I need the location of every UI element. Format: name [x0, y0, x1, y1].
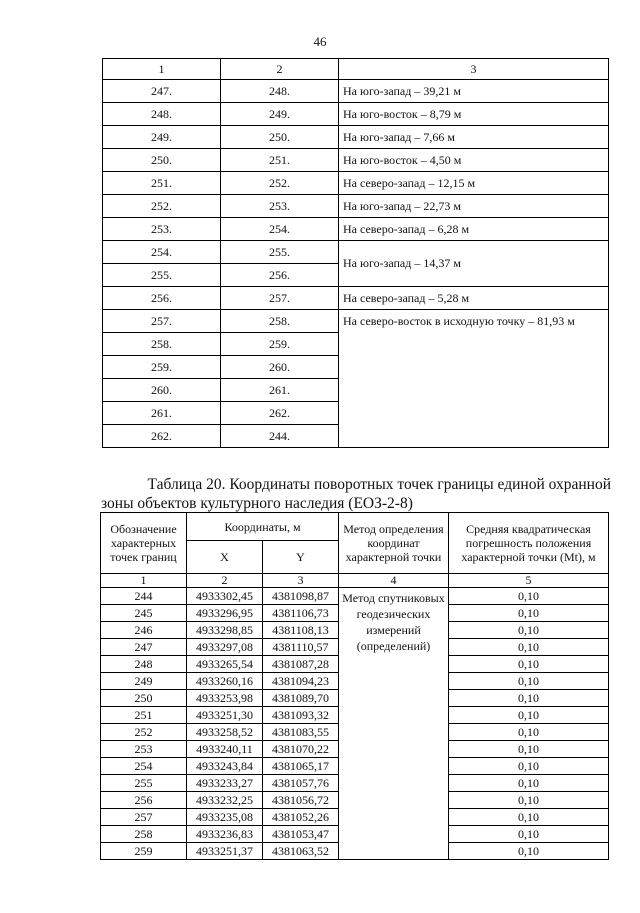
point-id: 254: [101, 758, 187, 775]
caption-line-2: зоны объектов культурного наследия (ЕОЗ-2-8): [101, 495, 413, 512]
y-coordinate: 4381065,17: [263, 758, 339, 775]
x-coordinate: 4933298,85: [187, 622, 263, 639]
table-row: [103, 241, 609, 264]
point-id: 245: [101, 605, 187, 622]
point-id: 247: [101, 639, 187, 656]
to-point: 262.: [221, 402, 339, 425]
table-row: [103, 195, 609, 218]
table-row: [103, 287, 609, 310]
from-point: 251.: [103, 172, 221, 195]
x-coordinate: 4933251,30: [187, 707, 263, 724]
from-point: 261.: [103, 402, 221, 425]
from-point: 258.: [103, 333, 221, 356]
coordinates-table-body: [101, 513, 609, 860]
from-point: 249.: [103, 126, 221, 149]
to-point: 261.: [221, 379, 339, 402]
table-row: [103, 310, 609, 333]
column-number: 4: [339, 574, 449, 588]
table-row: [103, 103, 609, 126]
point-id: 253: [101, 741, 187, 758]
y-coordinate: 4381087,28: [263, 656, 339, 673]
from-point: 257.: [103, 310, 221, 333]
x-coordinate: 4933232,25: [187, 792, 263, 809]
to-point: 253.: [221, 195, 339, 218]
from-point: 247.: [103, 80, 221, 103]
mt-value: 0,10: [449, 809, 609, 826]
x-coordinate: 4933265,54: [187, 656, 263, 673]
from-point: 260.: [103, 379, 221, 402]
y-coordinate: 4381110,57: [263, 639, 339, 656]
y-coordinate: 4381108,13: [263, 622, 339, 639]
x-coordinate: 4933240,11: [187, 741, 263, 758]
table-row: [103, 218, 609, 241]
table-row: [101, 588, 609, 605]
header-row: [101, 513, 609, 541]
mt-value: 0,10: [449, 656, 609, 673]
y-header: Y: [263, 541, 339, 574]
to-point: 259.: [221, 333, 339, 356]
from-point: 259.: [103, 356, 221, 379]
column-header: 2: [221, 59, 339, 80]
caption-line-1: Таблица 20. Координаты поворотных точек границы единой охранной: [147, 476, 611, 493]
x-coordinate: 4933297,08: [187, 639, 263, 656]
from-point: 253.: [103, 218, 221, 241]
to-point: 249.: [221, 103, 339, 126]
to-point: 260.: [221, 356, 339, 379]
point-id: 244: [101, 588, 187, 605]
column-header: 3: [339, 59, 609, 80]
mt-value: 0,10: [449, 724, 609, 741]
y-coordinate: 4381094,23: [263, 673, 339, 690]
from-point: 255.: [103, 264, 221, 287]
direction-cell: На юго-запад – 22,73 м: [339, 195, 609, 218]
direction-cell: На юго-восток – 8,79 м: [339, 103, 609, 126]
mt-value: 0,10: [449, 775, 609, 792]
x-coordinate: 4933296,95: [187, 605, 263, 622]
x-coordinate: 4933243,84: [187, 758, 263, 775]
x-coordinate: 4933236,83: [187, 826, 263, 843]
y-coordinate: 4381052,26: [263, 809, 339, 826]
to-point: 250.: [221, 126, 339, 149]
y-coordinate: 4381063,52: [263, 843, 339, 860]
x-coordinate: 4933260,16: [187, 673, 263, 690]
mt-value: 0,10: [449, 605, 609, 622]
direction-cell: На юго-запад – 7,66 м: [339, 126, 609, 149]
direction-cell: На северо-восток в исходную точку – 81,93 м: [339, 310, 609, 448]
column-number: 2: [187, 574, 263, 588]
coordinates-table: [100, 512, 609, 860]
point-id: 250: [101, 690, 187, 707]
point-id: 246: [101, 622, 187, 639]
to-point: 258.: [221, 310, 339, 333]
column-header: 1: [103, 59, 221, 80]
point-id: 252: [101, 724, 187, 741]
point-id: 249: [101, 673, 187, 690]
to-point: 255.: [221, 241, 339, 264]
to-point: 252.: [221, 172, 339, 195]
mt-value: 0,10: [449, 690, 609, 707]
table-row: [103, 172, 609, 195]
y-coordinate: 4381083,55: [263, 724, 339, 741]
route-description-table: [102, 58, 609, 448]
table-caption: [101, 475, 611, 513]
mt-value: 0,10: [449, 707, 609, 724]
x-header: X: [187, 541, 263, 574]
to-point: 248.: [221, 80, 339, 103]
x-coordinate: 4933235,08: [187, 809, 263, 826]
y-coordinate: 4381057,76: [263, 775, 339, 792]
to-point: 256.: [221, 264, 339, 287]
column-number: 1: [101, 574, 187, 588]
point-id: 259: [101, 843, 187, 860]
direction-cell: На северо-запад – 6,28 м: [339, 218, 609, 241]
mt-value: 0,10: [449, 622, 609, 639]
mt-value: 0,10: [449, 792, 609, 809]
to-point: 251.: [221, 149, 339, 172]
y-coordinate: 4381056,72: [263, 792, 339, 809]
y-coordinate: 4381070,22: [263, 741, 339, 758]
table-row: [103, 80, 609, 103]
point-id: 257: [101, 809, 187, 826]
mt-value: 0,10: [449, 673, 609, 690]
from-point: 254.: [103, 241, 221, 264]
column-number: 5: [449, 574, 609, 588]
column-number-row: [101, 574, 609, 588]
from-point: 250.: [103, 149, 221, 172]
mt-value: 0,10: [449, 588, 609, 605]
mt-value: 0,10: [449, 758, 609, 775]
y-coordinate: 4381093,32: [263, 707, 339, 724]
point-header: Обозначение характерных точек границ: [101, 513, 187, 574]
direction-cell: На юго-восток – 4,50 м: [339, 149, 609, 172]
error-header: Средняя квадратическая погрешность положения характерной точки (Mt), м: [449, 513, 609, 574]
coords-header: Координаты, м: [187, 513, 339, 541]
x-coordinate: 4933302,45: [187, 588, 263, 605]
direction-cell: На юго-запад – 14,37 м: [339, 241, 609, 287]
table-header-row: [103, 59, 609, 80]
from-point: 252.: [103, 195, 221, 218]
to-point: 257.: [221, 287, 339, 310]
x-coordinate: 4933251,37: [187, 843, 263, 860]
mt-value: 0,10: [449, 843, 609, 860]
method-header: Метод определения координат характерной точки: [339, 513, 449, 574]
method-cell: Метод спутниковых геодезических измерений (определений): [339, 588, 449, 860]
from-point: 248.: [103, 103, 221, 126]
y-coordinate: 4381053,47: [263, 826, 339, 843]
to-point: 254.: [221, 218, 339, 241]
mt-value: 0,10: [449, 639, 609, 656]
page-number: 46: [313, 34, 327, 49]
column-number: 3: [263, 574, 339, 588]
table-row: [103, 149, 609, 172]
x-coordinate: 4933233,27: [187, 775, 263, 792]
direction-cell: На юго-запад – 39,21 м: [339, 80, 609, 103]
table-row: [103, 126, 609, 149]
to-point: 244.: [221, 425, 339, 448]
x-coordinate: 4933258,52: [187, 724, 263, 741]
y-coordinate: 4381089,70: [263, 690, 339, 707]
point-id: 256: [101, 792, 187, 809]
from-point: 262.: [103, 425, 221, 448]
x-coordinate: 4933253,98: [187, 690, 263, 707]
from-point: 256.: [103, 287, 221, 310]
point-id: 251: [101, 707, 187, 724]
route-table-body: [103, 80, 609, 448]
direction-cell: На северо-запад – 5,28 м: [339, 287, 609, 310]
mt-value: 0,10: [449, 741, 609, 758]
y-coordinate: 4381106,73: [263, 605, 339, 622]
point-id: 248: [101, 656, 187, 673]
point-id: 255: [101, 775, 187, 792]
mt-value: 0,10: [449, 826, 609, 843]
point-id: 258: [101, 826, 187, 843]
y-coordinate: 4381098,87: [263, 588, 339, 605]
direction-cell: На северо-запад – 12,15 м: [339, 172, 609, 195]
